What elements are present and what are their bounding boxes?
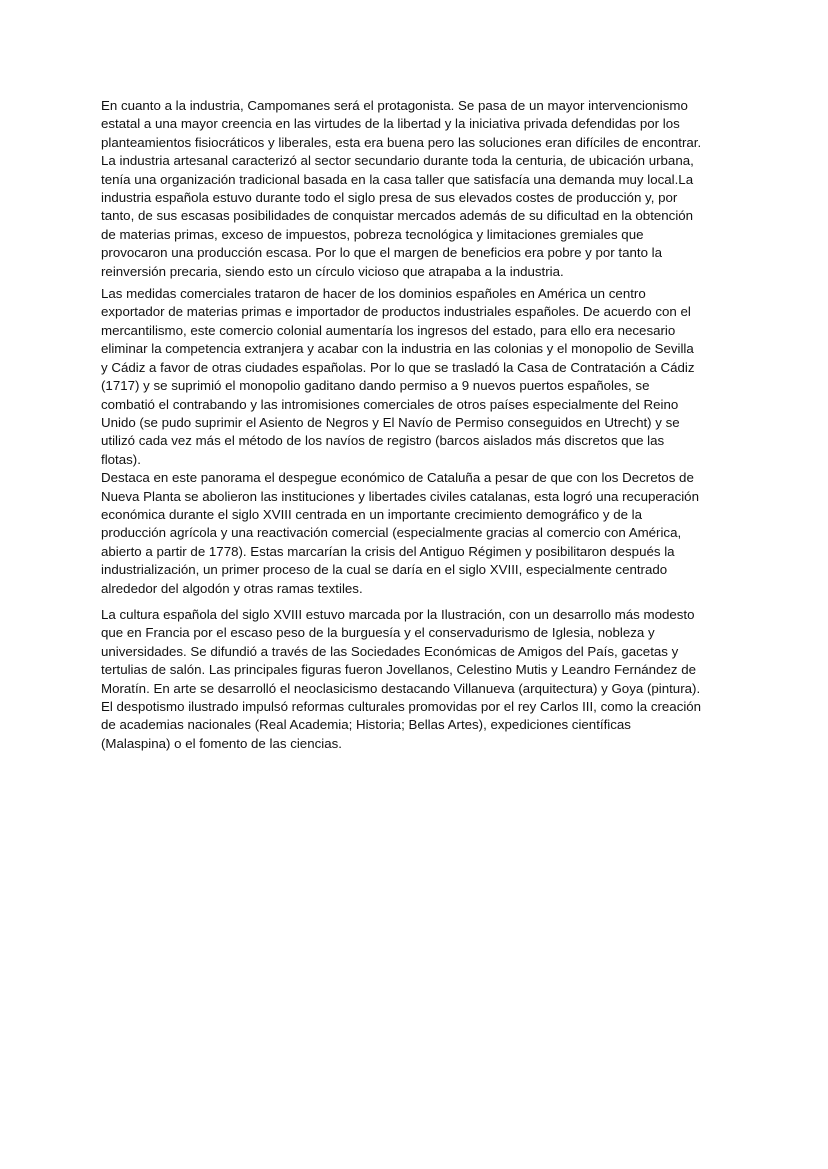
text-line: económica durante el siglo XVIII centrada en un importante crecimiento demográfico y de la — [101, 506, 643, 522]
paragraph-cataluna — [101, 469, 741, 598]
text-line: El despotismo ilustrado impulsó reformas culturales promovidas por el rey Carlos III, como la creación — [101, 699, 702, 714]
text-line: exportador de materias primas e importador de productos industriales españoles. De acuerdo con el — [101, 304, 691, 320]
document-body — [101, 97, 741, 753]
text-line: (Malaspina) o el fomento de las ciencias. — [101, 735, 342, 751]
text-line: de materias primas, exceso de impuestos, pobreza tecnológica y limitaciones gremiales que — [101, 226, 644, 242]
text-line: (1717) y se suprimió el monopolio gaditano dando permiso a 9 nuevos puertos españoles, se — [101, 378, 650, 394]
text-line: industria española estuvo durante todo el siglo presa de sus elevados costes de producción y, por — [101, 190, 678, 206]
text-line: tenía una organización tradicional basada en la casa taller que satisfacía una demanda muy local.La — [101, 171, 694, 187]
text-line: producción agrícola y una reactivación comercial (especialmente gracias al comercio con América, — [101, 525, 682, 541]
text-line: que en Francia por el escaso peso de la burguesía y el conservadurismo de Iglesia, nobleza y — [101, 625, 655, 641]
text-line: Destaca en este panorama el despegue económico de Cataluña a pesar de que con los Decretos de — [101, 470, 694, 486]
text-line: eliminar la competencia extranjera y acabar con la industria en las colonias y el monopolio de Sevilla — [101, 341, 694, 357]
text-line: utilizó cada vez más el método de los navíos de registro (barcos aislados más discretos que las — [101, 433, 665, 449]
text-line: estatal a una mayor creencia en las virtudes de la libertad y la iniciativa privada defendidas por los — [101, 116, 680, 132]
text-line: La industria artesanal caracterizó al sector secundario durante toda la centuria, de ubicación urbana, — [101, 153, 694, 169]
paragraph-spacer — [101, 598, 741, 606]
paragraph-industria — [101, 97, 741, 281]
text-line: Nueva Planta se abolieron las instituciones y libertades civiles catalanas, esta logró una recuperación — [101, 488, 699, 504]
text-line: Las medidas comerciales trataron de hacer de los dominios españoles en América un centro — [101, 286, 646, 302]
paragraph-comercio — [101, 285, 741, 469]
text-line: reinversión precaria, siendo esto un círculo vicioso que atrapaba a la industria. — [101, 263, 564, 279]
text-line: tertulias de salón. Las principales figuras fueron Jovellanos, Celestino Mutis y Leandro Fernández de — [101, 662, 697, 678]
text-line: alrededor del algodón y otras ramas textiles. — [101, 580, 363, 596]
text-line: Unido (se pudo suprimir el Asiento de Negros y El Navío de Permiso conseguidos en Utrecht) y se — [101, 414, 680, 430]
text-line: de academias nacionales (Real Academia; Historia; Bellas Artes), expediciones científicas — [101, 717, 631, 733]
text-line: abierto a partir de 1778). Estas marcarían la crisis del Antiguo Régimen y posibilitaron después la — [101, 543, 675, 559]
text-line: y Cádiz a favor de otras ciudades españolas. Por lo que se trasladó la Casa de Contratación a Cádiz — [101, 359, 695, 375]
text-line: flotas). — [101, 451, 141, 467]
text-line: mercantilismo, este comercio colonial aumentaría los ingresos del estado, para ello era necesario — [101, 322, 676, 338]
text-line: universidades. Se difundió a través de las Sociedades Económicas de Amigos del País, gacetas y — [101, 643, 679, 659]
text-line: En cuanto a la industria, Campomanes será el protagonista. Se pasa de un mayor intervencionismo — [101, 98, 688, 113]
text-line: tanto, de sus escasas posibilidades de conquistar mercados además de su dificultad en la obtención — [101, 208, 694, 224]
text-line: planteamientos fisiocráticos y liberales, esta era buena pero las soluciones eran difíciles de encontrar. — [101, 134, 702, 150]
text-line: La cultura española del siglo XVIII estuvo marcada por la Ilustración, con un desarrollo más modesto — [101, 606, 695, 622]
paragraph-cultura — [101, 606, 741, 753]
text-line: combatió el contrabando y las intromisiones comerciales de otros países especialmente del Reino — [101, 396, 679, 412]
text-line: industrialización, un primer proceso de la cual se daría en el siglo XVIII, especialmente centrado — [101, 562, 668, 578]
text-line: provocaron una producción escasa. Por lo que el margen de beneficios era pobre y por tanto la — [101, 245, 663, 261]
text-line: Moratín. En arte se desarrolló el neoclasicismo destacando Villanueva (arquitectura) y Goya (pintura). — [101, 680, 701, 696]
